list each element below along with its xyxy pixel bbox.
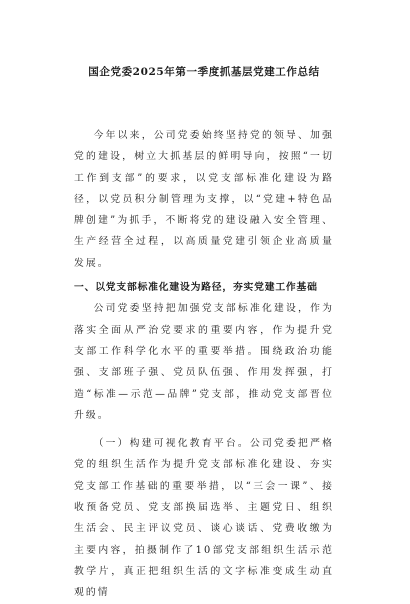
section-1-sub-1-paragraph: （一）构建可视化教育平台。公司党委把严格党的组织生活作为提升党支部标准化建设、夯实党支部工作基础的重要举措，以“三会一课”、接收预备党员、党支部换届选举、主题党日、组织生活会、民主评议党员、谈心谈话、党费收缴为主要内容，拍摄制作了10部党支部组织生活示范教学片，真正把组织生活的文字标准变成生动直观的情	[74, 438, 334, 599]
document-title: 国企党委2025年第一季度抓基层党建工作总结	[88, 66, 320, 78]
section-1-heading: 一、以党支部标准化建设为路径，夯实党建工作基础	[74, 282, 318, 294]
section-1-paragraph: 公司党委坚持把加强党支部标准化建设，作为落实全面从严治党要求的重要内容，作为提升党支部工作科学化水平的重要举措。围绕政治功能强、支部班子强、党员队伍强、作用发挥强，打造“标准—示范—品牌”党支部，推动党支部晋位升级。	[74, 303, 334, 421]
intro-paragraph: 今年以来，公司党委始终坚持党的领导、加强党的建设，树立大抓基层的鲜明导向，按照“一切工作到支部”的要求，以党支部标准化建设为路径，以党员积分制管理为支撑，以“党建+特色品牌创建”为抓手，不断将党的建设融入安全管理、生产经营全过程，以高质量党建引领企业高质量发展。	[74, 130, 334, 269]
